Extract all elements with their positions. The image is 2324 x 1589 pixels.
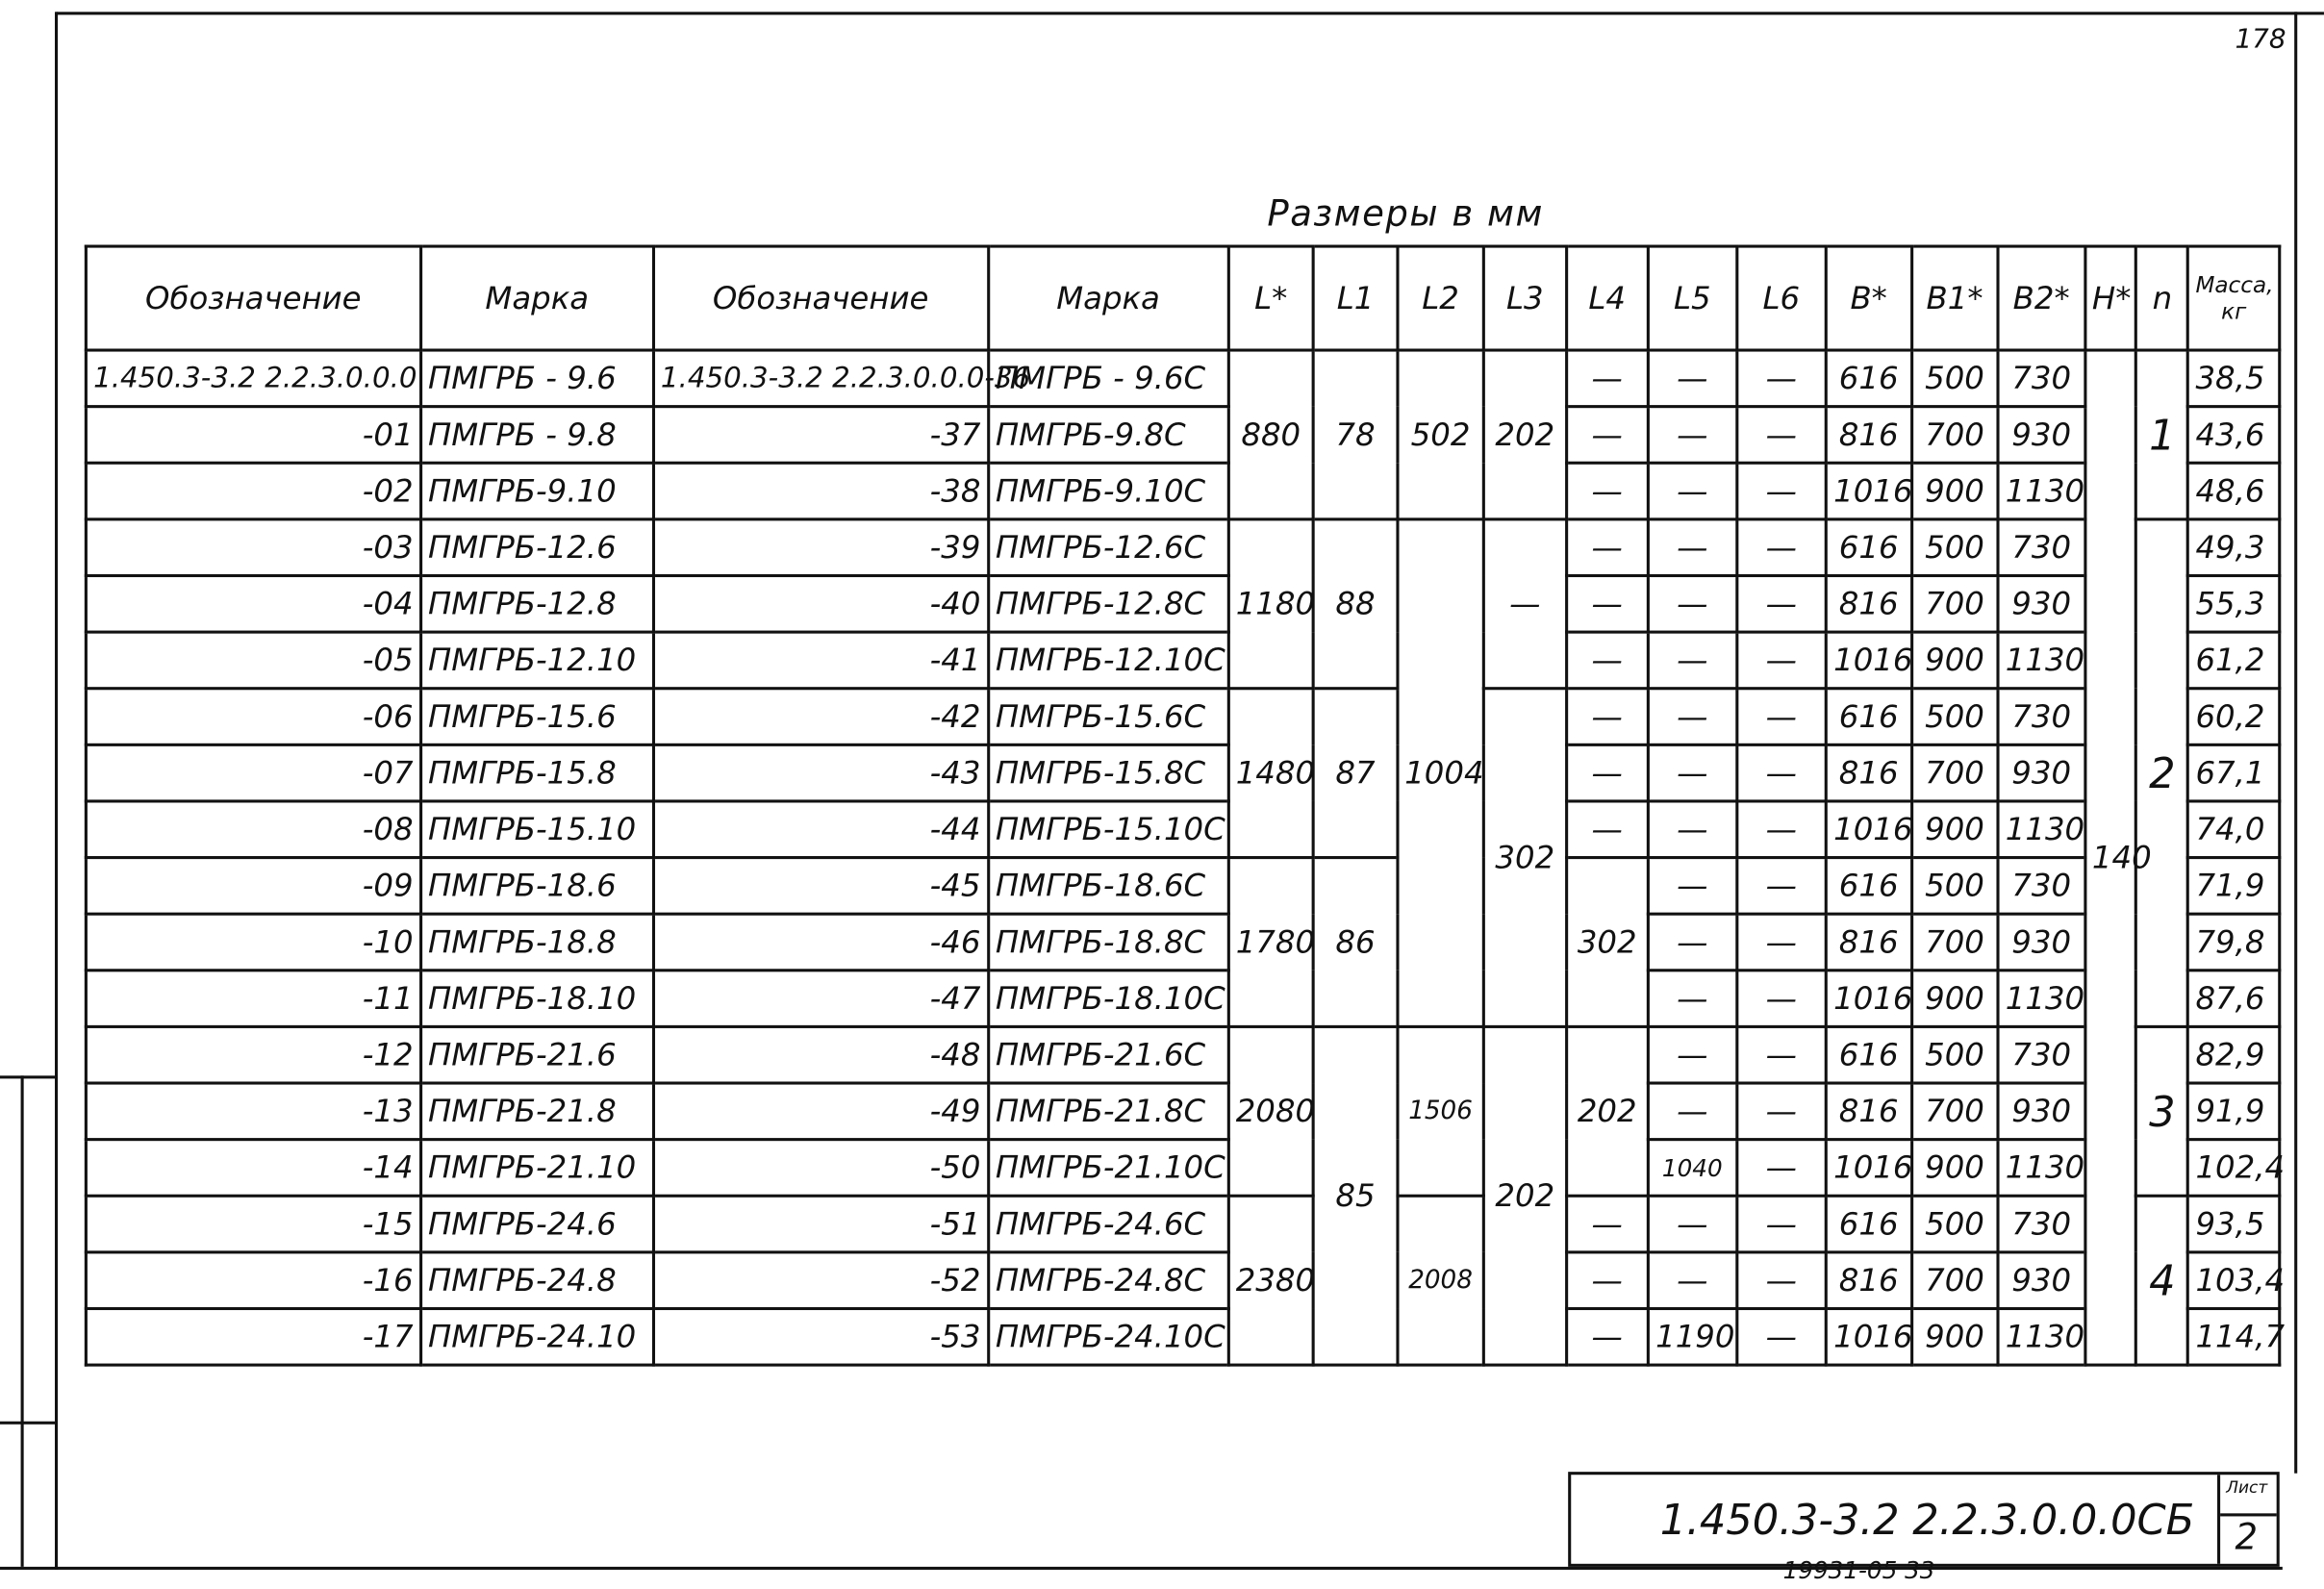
l6-cell: — [1736, 519, 1826, 576]
mass-cell: 79,8 [2188, 914, 2280, 971]
frame-left-line [55, 12, 58, 1570]
l6-cell: — [1736, 1252, 1826, 1309]
header-l: L* [1228, 246, 1314, 350]
oboznachenie-2-cell: -51 [653, 1196, 988, 1252]
h-cell: 140 [2084, 350, 2136, 1365]
b2-cell: 930 [1998, 575, 2084, 632]
table-row [86, 744, 2279, 801]
marka-1-cell: ПМГРБ-15.6 [420, 689, 653, 745]
marka-1-cell: ПМГРБ-9.10 [420, 463, 653, 519]
b2-cell: 1130 [1998, 1308, 2084, 1365]
marka-1-cell: ПМГРБ - 9.8 [420, 407, 653, 464]
sheet-corner-number: 178 [2235, 23, 2286, 56]
oboznachenie-1-cell: -12 [86, 1026, 420, 1083]
marka-1-cell: ПМГРБ-21.10 [420, 1140, 653, 1197]
l1-cell: 85 [1314, 1026, 1398, 1365]
l4-cell: — [1566, 632, 1648, 689]
l5-cell: — [1648, 744, 1736, 801]
header-b: B* [1826, 246, 1911, 350]
mass-cell: 55,3 [2188, 575, 2280, 632]
marka-1-cell: ПМГРБ-12.10 [420, 632, 653, 689]
margin-strip-inner [21, 1075, 24, 1567]
marka-2-cell: ПМГРБ-15.6С [988, 689, 1228, 745]
marka-1-cell: ПМГРБ-15.8 [420, 744, 653, 801]
l4-cell: — [1566, 407, 1648, 464]
l3-cell: 202 [1484, 1026, 1566, 1365]
b2-cell: 930 [1998, 407, 2084, 464]
mass-cell: 71,9 [2188, 858, 2280, 915]
b-cell: 616 [1826, 1196, 1911, 1252]
l6-cell: — [1736, 858, 1826, 915]
oboznachenie-1-cell: 1.450.3-3.2 2.2.3.0.0.0 [86, 350, 420, 407]
b2-cell: 1130 [1998, 801, 2084, 858]
oboznachenie-2-cell: -53 [653, 1308, 988, 1365]
l6-cell: — [1736, 1140, 1826, 1197]
b1-cell: 900 [1911, 971, 1998, 1027]
l5-cell: 1190 [1648, 1308, 1736, 1365]
marka-1-cell: ПМГРБ-24.6 [420, 1196, 653, 1252]
b2-cell: 730 [1998, 858, 2084, 915]
mass-cell: 67,1 [2188, 744, 2280, 801]
table-row [86, 1308, 2279, 1365]
oboznachenie-1-cell: -03 [86, 519, 420, 576]
marka-1-cell: ПМГРБ-21.8 [420, 1083, 653, 1140]
b1-cell: 700 [1911, 1083, 1998, 1140]
marka-2-cell: ПМГРБ-21.10С [988, 1140, 1228, 1197]
table-row [86, 575, 2279, 632]
table-header-row [86, 246, 2279, 350]
b1-cell: 500 [1911, 350, 1998, 407]
marka-1-cell: ПМГРБ-18.10 [420, 971, 653, 1027]
oboznachenie-1-cell: -06 [86, 689, 420, 745]
marka-2-cell: ПМГРБ-9.8С [988, 407, 1228, 464]
header-l3: L3 [1484, 246, 1566, 350]
oboznachenie-2-cell: -38 [653, 463, 988, 519]
l2-cell: 1004 [1397, 519, 1483, 1027]
b2-cell: 1130 [1998, 1140, 2084, 1197]
l6-cell: — [1736, 1196, 1826, 1252]
oboznachenie-1-cell: -01 [86, 407, 420, 464]
oboznachenie-2-cell: -43 [653, 744, 988, 801]
marka-2-cell: ПМГРБ - 9.6С [988, 350, 1228, 407]
marka-2-cell: ПМГРБ-24.10С [988, 1308, 1228, 1365]
b-cell: 1016 [1826, 971, 1911, 1027]
marka-1-cell: ПМГРБ-18.6 [420, 858, 653, 915]
b-cell: 1016 [1826, 1140, 1911, 1197]
l2-cell: 2008 [1397, 1196, 1483, 1365]
header-l5: L5 [1648, 246, 1736, 350]
sheet-label: Лист [2226, 1477, 2268, 1498]
header-l4: L4 [1566, 246, 1648, 350]
b2-cell: 730 [1998, 1196, 2084, 1252]
b-cell: 816 [1826, 744, 1911, 801]
b1-cell: 500 [1911, 519, 1998, 576]
l4-cell: 302 [1566, 858, 1648, 1027]
mass-cell: 102,4 [2188, 1140, 2280, 1197]
header-oboznachenie-2: Обозначение [653, 246, 988, 350]
oboznachenie-2-cell: -52 [653, 1252, 988, 1309]
oboznachenie-1-cell: -08 [86, 801, 420, 858]
table-row [86, 689, 2279, 745]
oboznachenie-2-cell: -45 [653, 858, 988, 915]
l5-cell: — [1648, 632, 1736, 689]
b-cell: 616 [1826, 689, 1911, 745]
oboznachenie-2-cell: -39 [653, 519, 988, 576]
l4-cell: — [1566, 744, 1648, 801]
l3-cell: 202 [1484, 350, 1566, 519]
oboznachenie-1-cell: -02 [86, 463, 420, 519]
l6-cell: — [1736, 632, 1826, 689]
l5-cell: — [1648, 914, 1736, 971]
l5-cell: — [1648, 801, 1736, 858]
oboznachenie-1-cell: -05 [86, 632, 420, 689]
l5-cell: — [1648, 971, 1736, 1027]
oboznachenie-1-cell: -15 [86, 1196, 420, 1252]
b2-cell: 930 [1998, 1252, 2084, 1309]
l5-cell: — [1648, 1026, 1736, 1083]
b2-cell: 930 [1998, 914, 2084, 971]
b-cell: 616 [1826, 858, 1911, 915]
b-cell: 816 [1826, 1252, 1911, 1309]
table-row [86, 1196, 2279, 1252]
b1-cell: 900 [1911, 632, 1998, 689]
l5-cell: — [1648, 1196, 1736, 1252]
oboznachenie-1-cell: -11 [86, 971, 420, 1027]
l4-cell: — [1566, 350, 1648, 407]
marka-1-cell: ПМГРБ-24.8 [420, 1252, 653, 1309]
marka-2-cell: ПМГРБ-18.8С [988, 914, 1228, 971]
oboznachenie-2-cell: -41 [653, 632, 988, 689]
b-cell: 816 [1826, 914, 1911, 971]
oboznachenie-2-cell: -37 [653, 407, 988, 464]
sheet-number: 2 [2235, 1516, 2259, 1558]
marka-1-cell: ПМГРБ-12.6 [420, 519, 653, 576]
header-h: H* [2084, 246, 2136, 350]
marka-2-cell: ПМГРБ-15.10С [988, 801, 1228, 858]
l6-cell: — [1736, 463, 1826, 519]
l6-cell: — [1736, 1308, 1826, 1365]
mass-cell: 93,5 [2188, 1196, 2280, 1252]
b2-cell: 730 [1998, 689, 2084, 745]
units-caption: Размеры в мм [1267, 192, 1544, 235]
l6-cell: — [1736, 407, 1826, 464]
table-row [86, 1252, 2279, 1309]
marka-1-cell: ПМГРБ-24.10 [420, 1308, 653, 1365]
l2-cell: 1506 [1397, 1026, 1483, 1196]
mass-cell: 38,5 [2188, 350, 2280, 407]
marka-2-cell: ПМГРБ-12.10С [988, 632, 1228, 689]
l6-cell: — [1736, 1083, 1826, 1140]
marka-2-cell: ПМГРБ-15.8С [988, 744, 1228, 801]
table-row [86, 1140, 2279, 1197]
specification-table [85, 245, 2286, 1367]
b1-cell: 900 [1911, 801, 1998, 858]
frame-right-line [2294, 12, 2297, 1473]
l-cell: 2380 [1228, 1196, 1314, 1365]
frame-top-line [57, 12, 2324, 14]
l4-cell: — [1566, 689, 1648, 745]
oboznachenie-2-cell: -44 [653, 801, 988, 858]
b1-cell: 700 [1911, 1252, 1998, 1309]
oboznachenie-1-cell: -16 [86, 1252, 420, 1309]
table-row [86, 407, 2279, 464]
oboznachenie-2-cell: -48 [653, 1026, 988, 1083]
table-row [86, 1083, 2279, 1140]
oboznachenie-1-cell: -17 [86, 1308, 420, 1365]
margin-strip-top [0, 1075, 57, 1078]
table-row [86, 632, 2279, 689]
marka-2-cell: ПМГРБ-18.6С [988, 858, 1228, 915]
oboznachenie-2-cell: -50 [653, 1140, 988, 1197]
b-cell: 816 [1826, 407, 1911, 464]
mass-cell: 103,4 [2188, 1252, 2280, 1309]
marka-2-cell: ПМГРБ-12.6С [988, 519, 1228, 576]
oboznachenie-2-cell: -49 [653, 1083, 988, 1140]
header-oboznachenie-1: Обозначение [86, 246, 420, 350]
b-cell: 1016 [1826, 463, 1911, 519]
oboznachenie-1-cell: -09 [86, 858, 420, 915]
b1-cell: 900 [1911, 463, 1998, 519]
table-row [86, 1026, 2279, 1083]
l6-cell: — [1736, 689, 1826, 745]
marka-1-cell: ПМГРБ-18.8 [420, 914, 653, 971]
mass-cell: 114,7 [2188, 1308, 2280, 1365]
table-row [86, 914, 2279, 971]
mass-cell: 61,2 [2188, 632, 2280, 689]
b2-cell: 1130 [1998, 463, 2084, 519]
b-cell: 616 [1826, 350, 1911, 407]
b2-cell: 1130 [1998, 632, 2084, 689]
header-marka-2: Марка [988, 246, 1228, 350]
oboznachenie-1-cell: -14 [86, 1140, 420, 1197]
oboznachenie-2-cell: -47 [653, 971, 988, 1027]
l5-cell: 1040 [1648, 1140, 1736, 1197]
marka-2-cell: ПМГРБ-21.6С [988, 1026, 1228, 1083]
b1-cell: 700 [1911, 575, 1998, 632]
b2-cell: 730 [1998, 350, 2084, 407]
table-row [86, 858, 2279, 915]
l-cell: 1480 [1228, 689, 1314, 858]
l5-cell: — [1648, 1252, 1736, 1309]
header-b2: B2* [1998, 246, 2084, 350]
b2-cell: 1130 [1998, 971, 2084, 1027]
b1-cell: 700 [1911, 914, 1998, 971]
l4-cell: — [1566, 463, 1648, 519]
table-row [86, 350, 2279, 407]
l6-cell: — [1736, 744, 1826, 801]
n-cell: 1 [2136, 350, 2188, 519]
oboznachenie-2-cell: -46 [653, 914, 988, 971]
b1-cell: 900 [1911, 1140, 1998, 1197]
l-cell: 1180 [1228, 519, 1314, 689]
mass-cell: 43,6 [2188, 407, 2280, 464]
title-block-stamp [1568, 1472, 2280, 1567]
marka-2-cell: ПМГРБ-9.10С [988, 463, 1228, 519]
l4-cell: — [1566, 1196, 1648, 1252]
table-row [86, 463, 2279, 519]
l3-cell: — [1484, 519, 1566, 689]
l-cell: 1780 [1228, 858, 1314, 1027]
l4-cell: 202 [1566, 1026, 1648, 1196]
marka-2-cell: ПМГРБ-18.10С [988, 971, 1228, 1027]
frame-bottom-line [0, 1567, 2283, 1570]
l6-cell: — [1736, 350, 1826, 407]
marka-1-cell: ПМГРБ - 9.6 [420, 350, 653, 407]
header-l6: L6 [1736, 246, 1826, 350]
mass-cell: 48,6 [2188, 463, 2280, 519]
oboznachenie-2-cell: -40 [653, 575, 988, 632]
l5-cell: — [1648, 689, 1736, 745]
l5-cell: — [1648, 858, 1736, 915]
b2-cell: 930 [1998, 744, 2084, 801]
oboznachenie-1-cell: -07 [86, 744, 420, 801]
b1-cell: 500 [1911, 858, 1998, 915]
b-cell: 1016 [1826, 1308, 1911, 1365]
header-l2: L2 [1397, 246, 1483, 350]
mass-cell: 82,9 [2188, 1026, 2280, 1083]
b1-cell: 500 [1911, 689, 1998, 745]
b1-cell: 500 [1911, 1196, 1998, 1252]
l4-cell: — [1566, 1308, 1648, 1365]
l6-cell: — [1736, 914, 1826, 971]
l4-cell: — [1566, 575, 1648, 632]
n-cell: 3 [2136, 1026, 2188, 1196]
b-cell: 1016 [1826, 632, 1911, 689]
oboznachenie-2-cell: 1.450.3-3.2 2.2.3.0.0.0-36 [653, 350, 988, 407]
b1-cell: 700 [1911, 744, 1998, 801]
table-row [86, 519, 2279, 576]
document-code: 1.450.3-3.2 2.2.3.0.0.0СБ [1659, 1495, 2195, 1545]
margin-strip-mid [0, 1422, 57, 1425]
l4-cell: — [1566, 1252, 1648, 1309]
b2-cell: 930 [1998, 1083, 2084, 1140]
b1-cell: 500 [1911, 1026, 1998, 1083]
header-l1: L1 [1314, 246, 1398, 350]
b2-cell: 730 [1998, 1026, 2084, 1083]
l6-cell: — [1736, 1026, 1826, 1083]
b-cell: 616 [1826, 1026, 1911, 1083]
l5-cell: — [1648, 463, 1736, 519]
header-n: n [2136, 246, 2188, 350]
n-cell: 4 [2136, 1196, 2188, 1365]
b-cell: 816 [1826, 575, 1911, 632]
mass-cell: 91,9 [2188, 1083, 2280, 1140]
marka-2-cell: ПМГРБ-24.8С [988, 1252, 1228, 1309]
l1-cell: 87 [1314, 689, 1398, 858]
b-cell: 616 [1826, 519, 1911, 576]
oboznachenie-1-cell: -13 [86, 1083, 420, 1140]
l6-cell: — [1736, 801, 1826, 858]
sheet-number-cell [2217, 1475, 2277, 1564]
oboznachenie-1-cell: -04 [86, 575, 420, 632]
table-row [86, 971, 2279, 1027]
marka-1-cell: ПМГРБ-12.8 [420, 575, 653, 632]
mass-cell: 60,2 [2188, 689, 2280, 745]
table-row [86, 801, 2279, 858]
b-cell: 816 [1826, 1083, 1911, 1140]
l6-cell: — [1736, 971, 1826, 1027]
l5-cell: — [1648, 519, 1736, 576]
l3-cell: 302 [1484, 689, 1566, 1027]
l1-cell: 88 [1314, 519, 1398, 689]
l5-cell: — [1648, 407, 1736, 464]
archive-number: 19931-05 33 [1782, 1556, 1935, 1585]
l4-cell: — [1566, 519, 1648, 576]
oboznachenie-2-cell: -42 [653, 689, 988, 745]
header-b1: B1* [1911, 246, 1998, 350]
l5-cell: — [1648, 575, 1736, 632]
l2-cell: 502 [1397, 350, 1483, 519]
b1-cell: 700 [1911, 407, 1998, 464]
l1-cell: 86 [1314, 858, 1398, 1027]
marka-1-cell: ПМГРБ-21.6 [420, 1026, 653, 1083]
b1-cell: 900 [1911, 1308, 1998, 1365]
l5-cell: — [1648, 1083, 1736, 1140]
mass-cell: 74,0 [2188, 801, 2280, 858]
l-cell: 2080 [1228, 1026, 1314, 1196]
l6-cell: — [1736, 575, 1826, 632]
mass-cell: 49,3 [2188, 519, 2280, 576]
l1-cell: 78 [1314, 350, 1398, 519]
marka-2-cell: ПМГРБ-24.6С [988, 1196, 1228, 1252]
marka-1-cell: ПМГРБ-15.10 [420, 801, 653, 858]
marka-2-cell: ПМГРБ-21.8С [988, 1083, 1228, 1140]
header-mass: Масса, кг [2188, 246, 2280, 350]
header-marka-1: Марка [420, 246, 653, 350]
mass-cell: 87,6 [2188, 971, 2280, 1027]
n-cell: 2 [2136, 519, 2188, 1027]
b-cell: 1016 [1826, 801, 1911, 858]
l4-cell: — [1566, 801, 1648, 858]
b2-cell: 730 [1998, 519, 2084, 576]
l5-cell: — [1648, 350, 1736, 407]
oboznachenie-1-cell: -10 [86, 914, 420, 971]
l-cell: 880 [1228, 350, 1314, 519]
marka-2-cell: ПМГРБ-12.8С [988, 575, 1228, 632]
